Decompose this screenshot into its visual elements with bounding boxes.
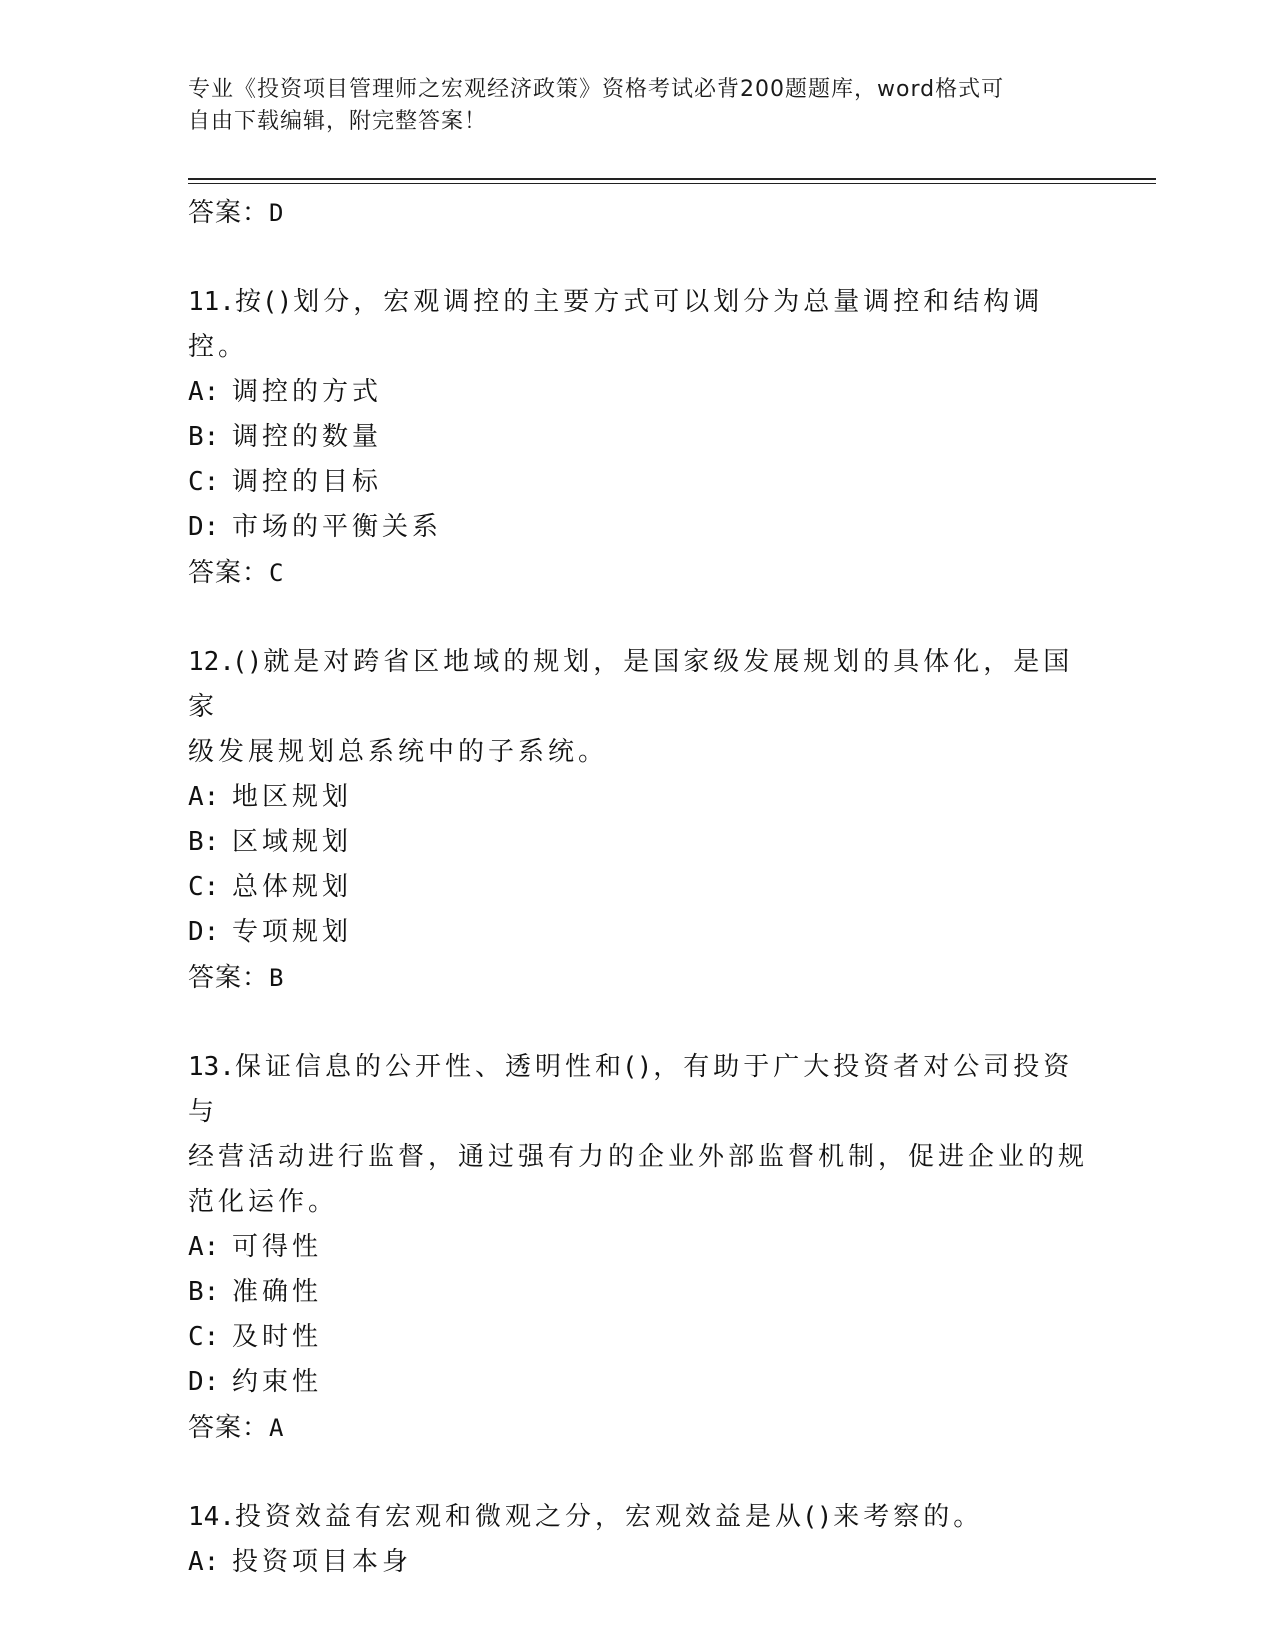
option-a: A: 调控的方式 <box>188 377 383 407</box>
header-divider-thin <box>188 183 1156 184</box>
option-a: A: 地区规划 <box>188 782 353 812</box>
option-d: D: 约束性 <box>188 1367 323 1397</box>
answer-value: C <box>269 559 285 587</box>
answer-value: A <box>269 1414 285 1442</box>
question-number: 12. <box>188 647 235 677</box>
question-number: 14. <box>188 1502 235 1532</box>
option-b: B: 调控的数量 <box>188 422 383 452</box>
answer-value: B <box>269 964 285 992</box>
question-13 <box>188 1045 1088 1451</box>
answer-label: 答案： <box>188 198 270 228</box>
answer-line <box>188 190 1088 236</box>
question-stem <box>188 640 1088 730</box>
answer-label: 答案： <box>188 1413 270 1443</box>
header-divider-thick <box>188 178 1156 180</box>
option-c: C: 及时性 <box>188 1322 323 1352</box>
option-c: C: 总体规划 <box>188 872 353 902</box>
document-header <box>188 74 1088 138</box>
question-text-line: 级发展规划总系统中的子系统。 <box>188 737 609 767</box>
option-d: D: 专项规划 <box>188 917 353 947</box>
option-c: C: 调控的目标 <box>188 467 383 497</box>
question-stem <box>188 1495 1088 1540</box>
option-b: B: 准确性 <box>188 1277 323 1307</box>
answer-line <box>188 1405 1088 1451</box>
header-line-1: 专业《投资项目管理师之宏观经济政策》资格考试必背200题题库，word格式可 <box>188 77 1005 102</box>
answer-label: 答案： <box>188 558 270 588</box>
answer-value: D <box>269 199 285 227</box>
question-text-line: 投资效益有宏观和微观之分，宏观效益是从()来考察的。 <box>234 1502 984 1532</box>
question-text-line: ()就是对跨省区地域的规划，是国家级发展规划的具体化，是国家 <box>188 647 1074 722</box>
option-b: B: 区域规划 <box>188 827 353 857</box>
question-12 <box>188 640 1088 1001</box>
question-stem <box>188 1045 1088 1135</box>
header-line-2: 自由下载编辑，附完整答案！ <box>188 109 488 134</box>
question-text-line: 按()划分，宏观调控的主要方式可以划分为总量调控和结构调控。 <box>188 287 1044 362</box>
question-11 <box>188 280 1088 596</box>
question-text-line: 范化运作。 <box>188 1187 339 1217</box>
question-stem <box>188 280 1088 370</box>
question-number: 13. <box>188 1052 235 1082</box>
question-text-line: 保证信息的公开性、透明性和()，有助于广大投资者对公司投资与 <box>188 1052 1074 1127</box>
question-14 <box>188 1495 1088 1585</box>
question-list <box>188 190 1088 1585</box>
answer-line <box>188 550 1088 596</box>
answer-line <box>188 955 1088 1001</box>
option-a: A: 可得性 <box>188 1232 323 1262</box>
option-d: D: 市场的平衡关系 <box>188 512 443 542</box>
question-text-line: 经营活动进行监督，通过强有力的企业外部监督机制，促进企业的规 <box>188 1142 1089 1172</box>
option-a: A: 投资项目本身 <box>188 1547 413 1577</box>
question-number: 11. <box>188 287 235 317</box>
answer-label: 答案： <box>188 963 270 993</box>
